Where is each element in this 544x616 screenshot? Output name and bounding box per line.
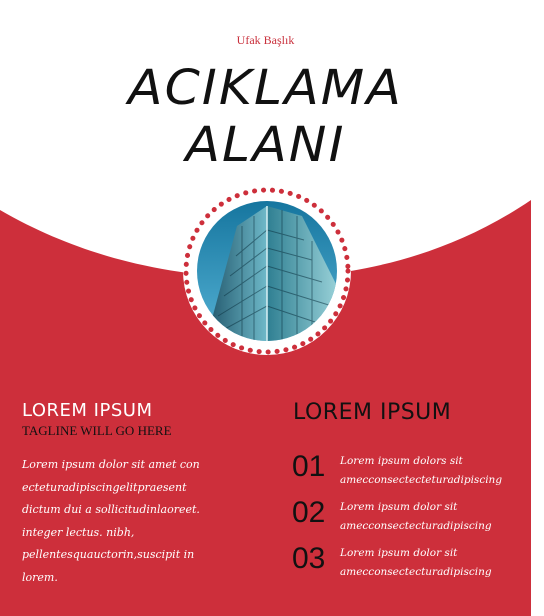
left-heading: LOREM IPSUM: [22, 400, 153, 421]
list-item-text: Lorem ipsum dolor sit amecconsectecturadipiscing: [340, 501, 492, 532]
list-item-number: 02: [292, 496, 326, 529]
left-body-text: Lorem ipsum dolor sit amet con ecteturadipiscingelitpraesent dictum dui a sollicitudinlaoreet. integer lectus. nibh, pellentesquauctorin,suscipit in lorem.: [22, 458, 200, 584]
building-photo: [182, 186, 352, 356]
numbered-list: [290, 448, 531, 586]
header-subtitle: Ufak Başlık: [236, 33, 295, 47]
main-title: [0, 60, 544, 174]
right-heading: LOREM IPSUM: [293, 400, 452, 425]
list-item-number: 01: [292, 450, 326, 483]
list-item-number: 03: [292, 542, 326, 575]
main-title-line-1: ACIKLAMA: [128, 60, 403, 116]
list-item: [290, 448, 531, 494]
list-item-text: Lorem ipsum dolor sit amecconsectecturadipiscing: [340, 547, 492, 578]
main-title-line-2: ALANI: [185, 117, 346, 173]
list-item: [290, 494, 531, 540]
tagline: TAGLINE WILL GO HERE: [22, 423, 172, 438]
list-item: [290, 540, 531, 586]
list-item-text: Lorem ipsum dolors sit amecconsectecteturadipiscing: [340, 455, 503, 486]
